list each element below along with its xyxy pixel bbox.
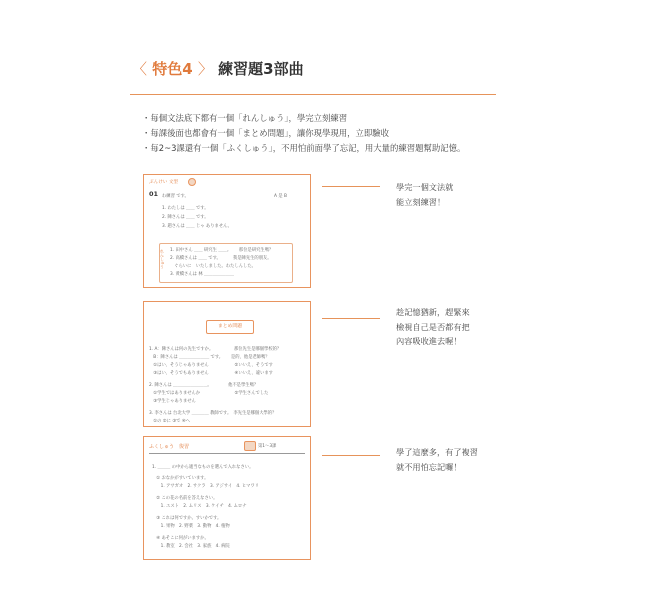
review-line: ③ これは何ですか。すいかです。	[152, 516, 222, 521]
exercise-line: 2. 高橋さんは ＿＿ です。 我是陳先生的朋友。	[170, 256, 272, 261]
review-line: 1. ＿＿＿ の中から適当なものを選んで入れなさい。	[152, 465, 254, 470]
bullet-item: ・每2~3課還有一個「ふくしゅう」，不用怕前面學了忘記，用大量的練習題幫助記憶。	[142, 143, 466, 153]
question-line: ①はい、そうじゃありません ②いいえ、そうです	[149, 363, 273, 368]
note-line: 內容吸收進去喔！	[396, 336, 462, 346]
feature-tag: 特色4	[152, 60, 193, 78]
badge-icon	[188, 178, 196, 186]
bracket-close: 〉	[197, 60, 213, 78]
bracket-open: 〈	[132, 60, 148, 78]
divider	[149, 453, 305, 454]
example-line: 1. わたしは ＿＿ です。	[162, 206, 209, 211]
question-line: B：陳さんは ＿＿＿＿＿＿＿ です。 是的，他是老師嗎？	[149, 355, 270, 360]
example-line: わ練習 です。	[162, 194, 189, 199]
bullet-item: ・每個文法底下都有一個「れんしゅう」，學完立刻練習	[142, 113, 348, 123]
review-line: 1. アサガオ 2. サクラ 3. アジサイ 4. ヒマワリ	[152, 484, 260, 489]
review-line: 1. 果物 2. 野菜 3. 動物 4. 植物	[152, 524, 230, 529]
feature-bullets	[142, 111, 465, 156]
summary-panel	[143, 301, 311, 427]
title-underline	[130, 94, 496, 95]
pattern-meaning: A 是 B	[274, 194, 287, 199]
connector-line	[322, 318, 380, 319]
practice-panel	[143, 174, 311, 288]
review-line: 1. 教室 2. 会社 3. 家族 4. 病院	[152, 544, 230, 549]
question-line: ③学生じゃありません	[149, 399, 196, 404]
review-panel	[143, 436, 311, 560]
question-line: 1. A：陳さんは何の先生ですか。 那位先生是哪個學校的？	[149, 347, 282, 352]
heading-text: 練習題3部曲	[218, 60, 304, 78]
question-line: ③はい、そうでもありません ④いいえ、違います	[149, 371, 273, 376]
question-line: ①学生ではありませんか ②学生さんでした	[149, 391, 269, 396]
example-line: 3. 趙さんは ＿＿ じゃ ありません。	[162, 224, 232, 229]
note-line: 趁記憶猶新，趕緊來	[396, 307, 470, 317]
callout-note	[396, 180, 453, 209]
review-line: ② この花の名前を答えなさい。	[152, 496, 218, 501]
callout-note	[396, 445, 478, 474]
note-line: 學完一個文法就	[396, 182, 454, 192]
bullet-item: ・每課後面也都會有一個「まとめ問題」，讓你現學現用，立即驗收	[142, 128, 390, 138]
panel-tag: ぶんけい 文型	[149, 180, 179, 185]
item-number: 01	[149, 190, 159, 198]
page-title	[132, 58, 304, 79]
note-line: 學了這麼多，有了複習	[396, 447, 478, 457]
callout-note	[396, 305, 470, 349]
panel-tag: ふくしゅう 復習	[149, 444, 190, 450]
question-line: 2. 陳さんは ＿＿＿＿＿＿＿＿。 他不是學生嗎？	[149, 383, 259, 388]
range-badge	[244, 441, 256, 451]
summary-banner: まとめ問題	[206, 320, 254, 334]
question-line: ①の ②に ③で ④へ	[149, 419, 190, 424]
review-line: ① おなかがすいています。	[152, 476, 209, 481]
lesson-range: 第1～3課	[258, 444, 277, 449]
exercise-line: ぐらいに いたしました。わたしんした。	[170, 264, 256, 269]
note-line: 就不用怕忘記囉！	[396, 461, 462, 472]
review-line: 1. エスト 2. ムリス 3. ケイチ 4. ムロナ	[152, 504, 247, 509]
exercise-box	[159, 243, 293, 283]
note-line: 能立刻練習！	[396, 196, 446, 207]
exercise-label: れんしゅう	[160, 249, 165, 269]
connector-line	[322, 455, 380, 456]
exercise-line: 3. 黄橋さんは 林 ＿＿＿＿＿＿＿	[170, 272, 235, 277]
example-line: 2. 陳さんは ＿＿ です。	[162, 215, 209, 220]
connector-line	[322, 186, 380, 187]
review-line: ④ あそこに何がいますか。	[152, 536, 209, 541]
note-line: 檢視自己是否都有把	[396, 321, 470, 332]
exercise-line: 1. 田中さん ＿＿ 研究生 ＿＿。 那位是研究生嗎？	[170, 248, 274, 253]
question-line: 3. 李さんは 台北大学 ＿＿＿＿ 教師です。 李先生是哪個大學的？	[149, 411, 277, 416]
